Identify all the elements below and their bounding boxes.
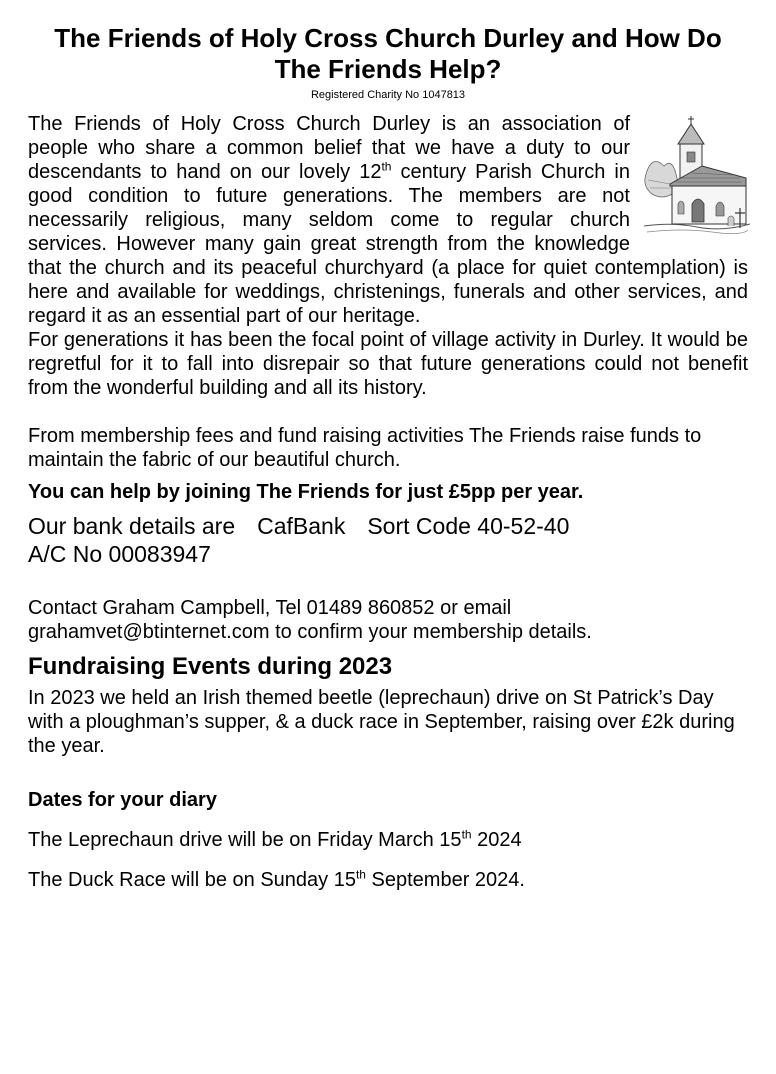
superscript-th: th bbox=[381, 159, 392, 174]
bank-details bbox=[28, 512, 748, 568]
intro-section bbox=[28, 112, 748, 400]
diary-line-1-text: The Leprechaun drive will be on Friday March 15 bbox=[28, 829, 462, 851]
contact-line-1: Contact Graham Campbell, Tel 01489 860852 or email bbox=[28, 597, 512, 619]
intro-paragraph bbox=[28, 112, 748, 328]
contact-line-2: grahamvet@btinternet.com to confirm your membership details. bbox=[28, 621, 592, 643]
superscript-th: th bbox=[355, 867, 366, 882]
charity-number: Registered Charity No 1047813 bbox=[310, 89, 466, 101]
fundraising-heading: Fundraising Events during 2023 bbox=[28, 653, 393, 680]
church-sketch-icon bbox=[642, 114, 752, 238]
spacer bbox=[28, 568, 748, 592]
funds-paragraph: From membership fees and fund raising activities The Friends raise funds to maintain the fabric of our beautiful church. bbox=[28, 425, 702, 471]
fundraising-text: In 2023 we held an Irish themed beetle (leprechaun) drive on St Patrick’s Day with a ploughman’s supper, & a duck race in September, raising over £2k during the year. bbox=[28, 687, 735, 757]
diary-leprechaun-date bbox=[28, 828, 748, 852]
history-paragraph: For generations it has been the focal point of village activity in Durley. It would be regretful for it to fall into disrepair so that future generations could not benefit from the wonderful building and all its history. bbox=[28, 329, 748, 399]
join-statement: You can help by joining The Friends for just £5pp per year. bbox=[28, 481, 584, 503]
diary-line-2-rest: September 2024. bbox=[365, 869, 525, 891]
diary-heading: Dates for your diary bbox=[28, 789, 217, 811]
bank-label: Our bank details are bbox=[28, 513, 236, 539]
superscript-th: th bbox=[461, 827, 472, 842]
spacer bbox=[28, 758, 748, 782]
diary-duck-race-date bbox=[28, 868, 748, 892]
intro-text-1: The Friends of Holy Cross Church Durley is an association of people who share a common belief that we have a duty to our descendants to hand on our lovely 12 bbox=[28, 113, 630, 183]
diary-line-1-year: 2024 bbox=[471, 829, 522, 851]
diary-line-2-text: The Duck Race will be on Sunday 15 bbox=[28, 869, 356, 891]
account-number: A/C No 00083947 bbox=[28, 541, 211, 567]
intro-text-2: century Parish Church in good condition to future generations. The members are not necessarily religious, many seldom come to regular church services. However many gain great strength from the knowledge that the church and its peaceful churchyard (a place for quiet contemplation) is here and available for weddings, christenings, funerals and other services, and regard it as an essential part of our heritage. bbox=[28, 161, 748, 327]
page-title: The Friends of Holy Cross Church Durley and How Do The Friends Help? bbox=[54, 23, 722, 84]
sort-code: Sort Code 40-52-40 bbox=[367, 513, 570, 539]
bank-name: CafBank bbox=[257, 513, 346, 539]
spacer bbox=[28, 400, 748, 424]
